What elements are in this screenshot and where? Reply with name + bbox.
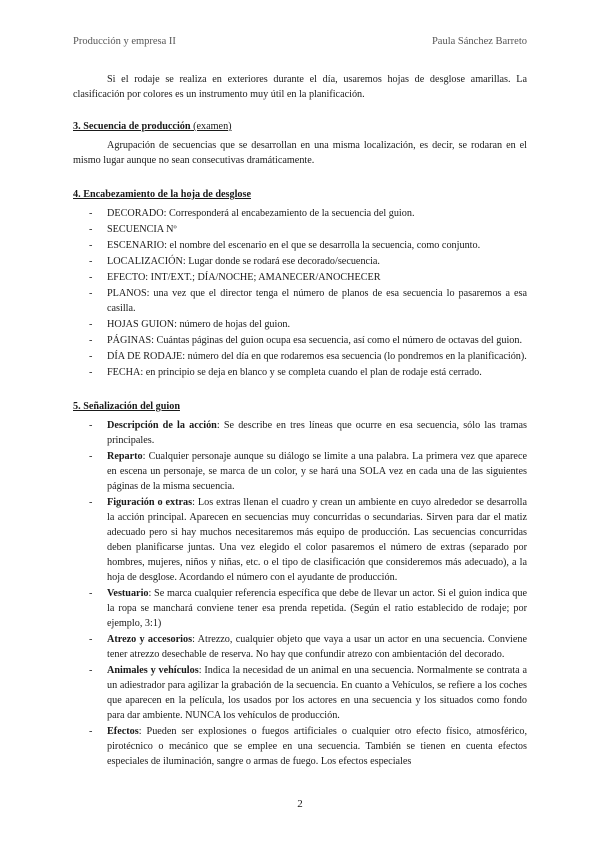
section-3-title: 3. Secuencia de producción [73,121,191,132]
list-item: - LOCALIZACIÓN: Lugar donde se rodará ese decorado/secuencia. [89,256,380,267]
list-item-text: LOCALIZACIÓN: Lugar donde se rodará ese decorado/secuencia. [107,256,380,267]
term-description: : Cualquier personaje aunque su diálogo se limite a una palabra. La primera vez que aparece en escena un personaje, se marca de un color, y se hará una SOLA vez en cada una de las siguientes páginas de la misma secuencia. [107,451,527,492]
term-label: Reparto [107,451,143,462]
list-item: - HOJAS GUION: número de hojas del guion. [89,319,291,330]
list-item: - ESCENARIO: el nombre del escenario en el que se desarrolla la secuencia, como conjunto. [89,240,481,251]
list-item: - Vestuario: Se marca cualquier referencia específica que debe de llevar un actor. Si el guion indica que la ropa se manchará conviene tener esa prenda repetida. (Según el ratio establecido de rodaje; por ejemplo, 3:1) [89,588,527,629]
list-item: - Descripción de la acción: Se describe en tres líneas que ocurre en esa secuencia, sólo las tramas principales. [89,420,527,446]
list-item-text: DECORADO: Corresponderá al encabezamiento de la secuencia del guion. [107,208,415,219]
term-description: : Se describe en tres líneas que ocurre en esa secuencia, sólo las tramas principales. [107,420,527,446]
list-item: - Figuración o extras: Los extras llenan el cuadro y crean un ambiente en cuyo alrededor se desarrolla la acción principal. Aparecen en secuencias muy concurridas o secundarias. Sirven para dar el matiz adecuado pero si hay muchos necesitaremos más equipo de producción. Las secuencias concurridas deben planificarse juntas. Una vez elegido el color pasaremos el número de extras (separado por hombres, mujeres, niños y niñas, etc. o el tipo de clasificación que consideremos más adecuado), a la hoja de desglose. Acordando el número con el ayudante de producción. [89,497,527,583]
term-label: Animales y vehículos [107,665,199,676]
list-item: - DÍA DE RODAJE: número del día en que rodaremos esa secuencia (lo pondremos en la planificación). [89,351,527,362]
term-label: Atrezo y accesorios [107,634,193,645]
section-3-paragraph: Agrupación de secuencias que se desarrollan en una misma localización, es decir, se rodaran en el mismo lugar aunque no sean consecutivas dramáticamente. [73,140,527,166]
header-course-title: Producción y empresa II [73,36,176,47]
section-4-heading: 4. Encabezamiento de la hoja de desglose [73,189,251,200]
page-body [73,72,527,770]
section-5-list [73,418,527,769]
list-item-text: PLANOS: una vez que el director tenga el número de planos de esa secuencia lo pasaremos a esa casilla. [107,288,527,314]
term-description: : Indica la necesidad de un animal en una secuencia. Normalmente se contrata a un adiestrador para agilizar la grabación de la secuencia. En cuanto a Vehículos, se refiere a los coches que aparecen en la película, los usados por los actores en una secuencia y los situados como fondo para dar ambiente. NUNCA los vehículos de producción. [107,665,527,721]
term-description: : Pueden ser explosiones o fuegos artificiales o cualquier otro efecto físico, atmosférico, pirotécnico o mecánico que se emplee en una secuencia. También se tienen en cuenta efectos especiales de iluminación, sangre o armas de fuego. Los efectos especiales [107,726,527,767]
term-description: : Los extras llenan el cuadro y crean un ambiente en cuyo alrededor se desarrolla la acción principal. Aparecen en secuencias muy concurridas o secundarias. Sirven para dar el matiz adecuado pero si hay muchos necesitaremos más equipo de producción. Las secuencias concurridas deben planificarse juntas. Una vez elegido el color pasaremos el número de extras (separado por hombres, mujeres, niños y niñas, etc. o el tipo de clasificación que consideremos más adecuado), a la hoja de desglose. Acordando el número con el ayudante de producción. [107,497,527,583]
term-label: Figuración o extras [107,497,193,508]
section-3-note: (examen) [190,121,232,132]
list-item: - PÁGINAS: Cuántas páginas del guion ocupa esa secuencia, así como el número de octavas del guion. [89,335,523,346]
header-author: Paula Sánchez Barreto [431,36,527,47]
list-item-text: HOJAS GUION: número de hojas del guion. [107,319,291,330]
list-item: - EFECTO: INT/EXT.; DÍA/NOCHE; AMANECER/ANOCHECER [89,272,381,283]
list-item-text: PÁGINAS: Cuántas páginas del guion ocupa esa secuencia, así como el número de octavas del guion. [107,335,523,346]
section-3-heading [73,119,527,134]
list-item: - Efectos: Pueden ser explosiones o fuegos artificiales o cualquier otro efecto físico, atmosférico, pirotécnico o mecánico que se emplee en una secuencia. También se tienen en cuenta efectos especiales de iluminación, sangre o armas de fuego. Los efectos especiales [89,726,527,767]
term-label: Efectos [107,726,139,737]
list-item-text: DÍA DE RODAJE: número del día en que rodaremos esa secuencia (lo pondremos en la planificación). [107,351,527,362]
page-number: 2 [297,798,303,810]
list-item-text: SECUENCIA Nº [107,224,177,235]
list-item: - Animales y vehículos: Indica la necesidad de un animal en una secuencia. Normalmente se contrata a un adiestrador para agilizar la grabación de la secuencia. En cuanto a Vehículos, se refiere a los coches que aparecen en la película, los usados por los actores en una secuencia y los situados como fondo para dar ambiente. NUNCA los vehículos de producción. [89,665,527,721]
intro-paragraph: Si el rodaje se realiza en exteriores durante el día, usaremos hojas de desglose amarillas. La clasificación por colores es un instrumento muy útil en la planificación. [73,74,527,100]
list-item: - PLANOS: una vez que el director tenga el número de planos de esa secuencia lo pasaremos a esa casilla. [89,288,527,314]
list-item: - Reparto: Cualquier personaje aunque su diálogo se limite a una palabra. La primera vez que aparece en escena un personaje, se marca de un color, y se hará una SOLA vez en cada una de las siguientes páginas de la misma secuencia. [89,451,527,492]
term-label: Descripción de la acción [107,420,217,431]
section-4-list [73,206,527,380]
term-description: : Se marca cualquier referencia específica que debe de llevar un actor. Si el guion indica que la ropa se manchará conviene tener esa prenda repetida. (Según el ratio establecido de rodaje; por ejemplo, 3:1) [107,588,527,629]
list-item: - DECORADO: Corresponderá al encabezamiento de la secuencia del guion. [89,208,415,219]
list-item-text: EFECTO: INT/EXT.; DÍA/NOCHE; AMANECER/ANOCHECER [107,272,381,283]
list-item: - Atrezo y accesorios: Atrezzo, cualquier objeto que vaya a usar un actor en una secuencia. Conviene tener atrezzo desechable de reserva. No hay que confundir atrezo con ambientación del decorado. [89,634,528,660]
list-item: - FECHA: en principio se deja en blanco y se completa cuando el plan de rodaje está cerrado. [89,367,482,378]
term-description: : Atrezzo, cualquier objeto que vaya a usar un actor en una secuencia. Conviene tener atrezzo desechable de reserva. No hay que confundir atrezo con ambientación del decorado. [107,634,528,660]
section-5-heading: 5. Señalización del guion [73,401,180,412]
list-item: - SECUENCIA Nº [89,224,177,235]
page-header [73,36,527,47]
list-item-text: FECHA: en principio se deja en blanco y se completa cuando el plan de rodaje está cerrado. [107,367,482,378]
list-item-text: ESCENARIO: el nombre del escenario en el que se desarrolla la secuencia, como conjunto. [107,240,481,251]
term-label: Vestuario [107,588,149,599]
